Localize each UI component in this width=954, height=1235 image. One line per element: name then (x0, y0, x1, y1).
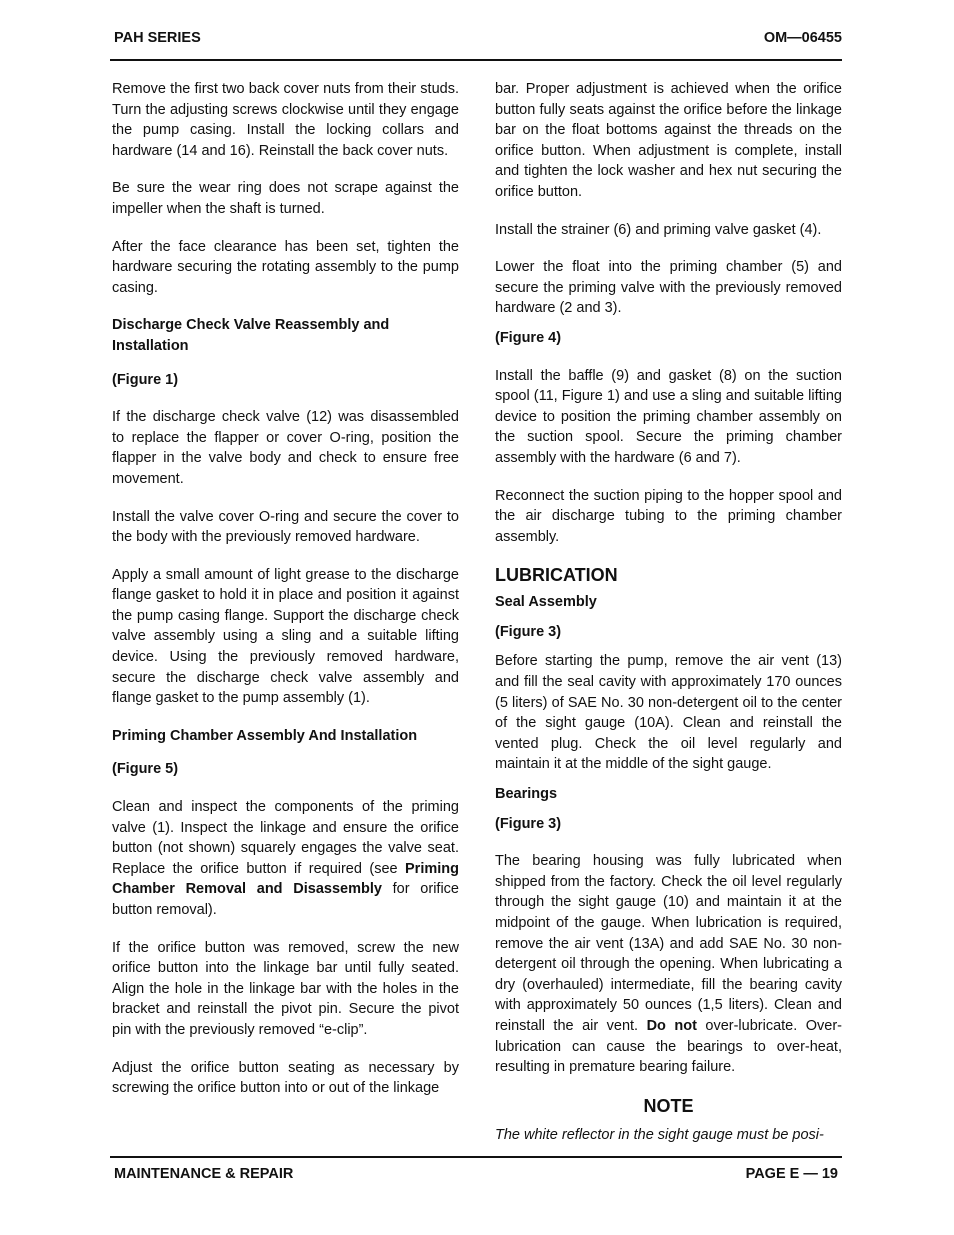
subsection-heading: Discharge Check Valve Reassembly and Installation (112, 317, 390, 354)
section-heading: LUBRICATION (495, 565, 618, 586)
note-title: NOTE (643, 1095, 694, 1116)
paragraph: After the face clearance has been set, tighten the hardware securing the rotating assembly to the pump casing. (112, 238, 459, 296)
paragraph (112, 797, 459, 921)
paragraph: Apply a small amount of light grease to the discharge flange gasket to hold it in place and position it against the pump casing flange. Support the discharge check valve assembly using a sling and a suitable lifting device. Using the previously removed hardware, secure the discharge check valve assembly and flange gasket to the pump assembly (1). (112, 566, 459, 707)
subsection-heading: Priming Chamber Assembly And Installation (112, 727, 418, 744)
paragraph: Before starting the pump, remove the air vent (13) and fill the seal cavity with approximately 170 ounces (5 liters) of SAE No. 30 non-detergent oil to the center of the sight gauge (10A). Clean and reinstall the vented plug. Check the oil level regularly and maintain it at the middle of the sight gauge. (495, 653, 842, 773)
header-rule (110, 59, 842, 61)
paragraph: Install the baffle (9) and gasket (8) on the suction spool (11, Figure 1) and use a sling and suitable lifting device to position the priming chamber assembly on the suction spool. Secure the priming chamber assembly with the hardware (6 and 7). (495, 367, 842, 466)
running-header-series: PAH SERIES (114, 30, 201, 46)
footer-page-number: PAGE E — 19 (745, 1166, 838, 1182)
paragraph-text: over-lubricate. Over-lubrication can cause the bearings to over-heat, resulting in premature bearing failure. (495, 1017, 842, 1076)
emphasis-text: Do not (646, 1017, 697, 1034)
paragraph-text: for orifice button removal). (112, 881, 459, 918)
paragraph: Be sure the wear ring does not scrape against the impeller when the shaft is turned. (112, 180, 459, 217)
figure-reference: (Figure 5) (112, 761, 179, 778)
figure-reference: (Figure 4) (495, 329, 562, 346)
subsection-heading: Seal Assembly (495, 594, 597, 611)
paragraph: Install the valve cover O-ring and secure the cover to the body with the previously removed hardware. (112, 508, 459, 546)
paragraph: If the orifice button was removed, screw the new orifice button into the linkage bar until fully seated. Align the hole in the linkage bar with the holes in the bracket and reinstall the pivot pin. Secure the pivot pin with the previously removed “e-clip”. (112, 939, 459, 1038)
paragraph: bar. Proper adjustment is achieved when the orifice button fully seats against the orifice before the linkage bar on the float bottoms against the threads on the orifice button. When adjustment is complete, install and tighten the lock washer and hex nut securing the orifice button. (495, 81, 842, 200)
figure-reference: (Figure 3) (495, 623, 562, 640)
paragraph: Reconnect the suction piping to the hopper spool and the air discharge tubing to the priming chamber assembly. (495, 487, 842, 545)
paragraph (495, 851, 842, 1078)
paragraph: Adjust the orifice button seating as necessary by screwing the orifice button into or out of the linkage (112, 1059, 459, 1097)
figure-reference: (Figure 3) (495, 815, 562, 832)
right-column (495, 79, 842, 1145)
paragraph: Lower the float into the priming chamber (5) and secure the priming valve with the previously removed hardware (2 and 3). (495, 259, 842, 317)
footer-section-title: MAINTENANCE & REPAIR (114, 1166, 294, 1182)
paragraph: Remove the first two back cover nuts from their studs. Turn the adjusting screws clockwise until they engage the pump casing. Install the locking collars and hardware (14 and 16). Reinstall the back cover nuts. (112, 81, 459, 159)
paragraph-text: The bearing housing was fully lubricated when shipped from the factory. Check the oil level regularly through the sight gauge (10) and maintain it at the midpoint of the gauge. When lubrication is required, remove the air vent (13A) and add SAE No. 30 non-detergent oil through the opening. When lubricating a dry (overhauled) intermediate, fill the bearing cavity with approximately 50 ounces (1,5 liters). Clean and reinstall the air vent. (495, 853, 842, 1034)
footer-rule (110, 1156, 842, 1158)
paragraph: Install the strainer (6) and priming valve gasket (4). (495, 221, 822, 238)
paragraph-text: Clean and inspect the components of the priming valve (1). Inspect the linkage and ensure the orifice button (not shown) squarely engages the valve seat. Replace the orifice button if required (see (112, 799, 459, 877)
subsection-heading: Bearings (495, 786, 558, 803)
left-column (112, 79, 459, 1116)
emphasis-text: Priming Chamber Removal and Disassembly (112, 860, 459, 898)
paragraph: If the discharge check valve (12) was disassembled to replace the flapper or cover O-ring, position the flapper in the valve body and check to ensure free movement. (112, 409, 459, 487)
note-text: The white reflector in the sight gauge must be posi- (495, 1126, 824, 1143)
running-header-doc-number: OM—06455 (763, 30, 842, 46)
figure-reference: (Figure 1) (112, 371, 179, 388)
